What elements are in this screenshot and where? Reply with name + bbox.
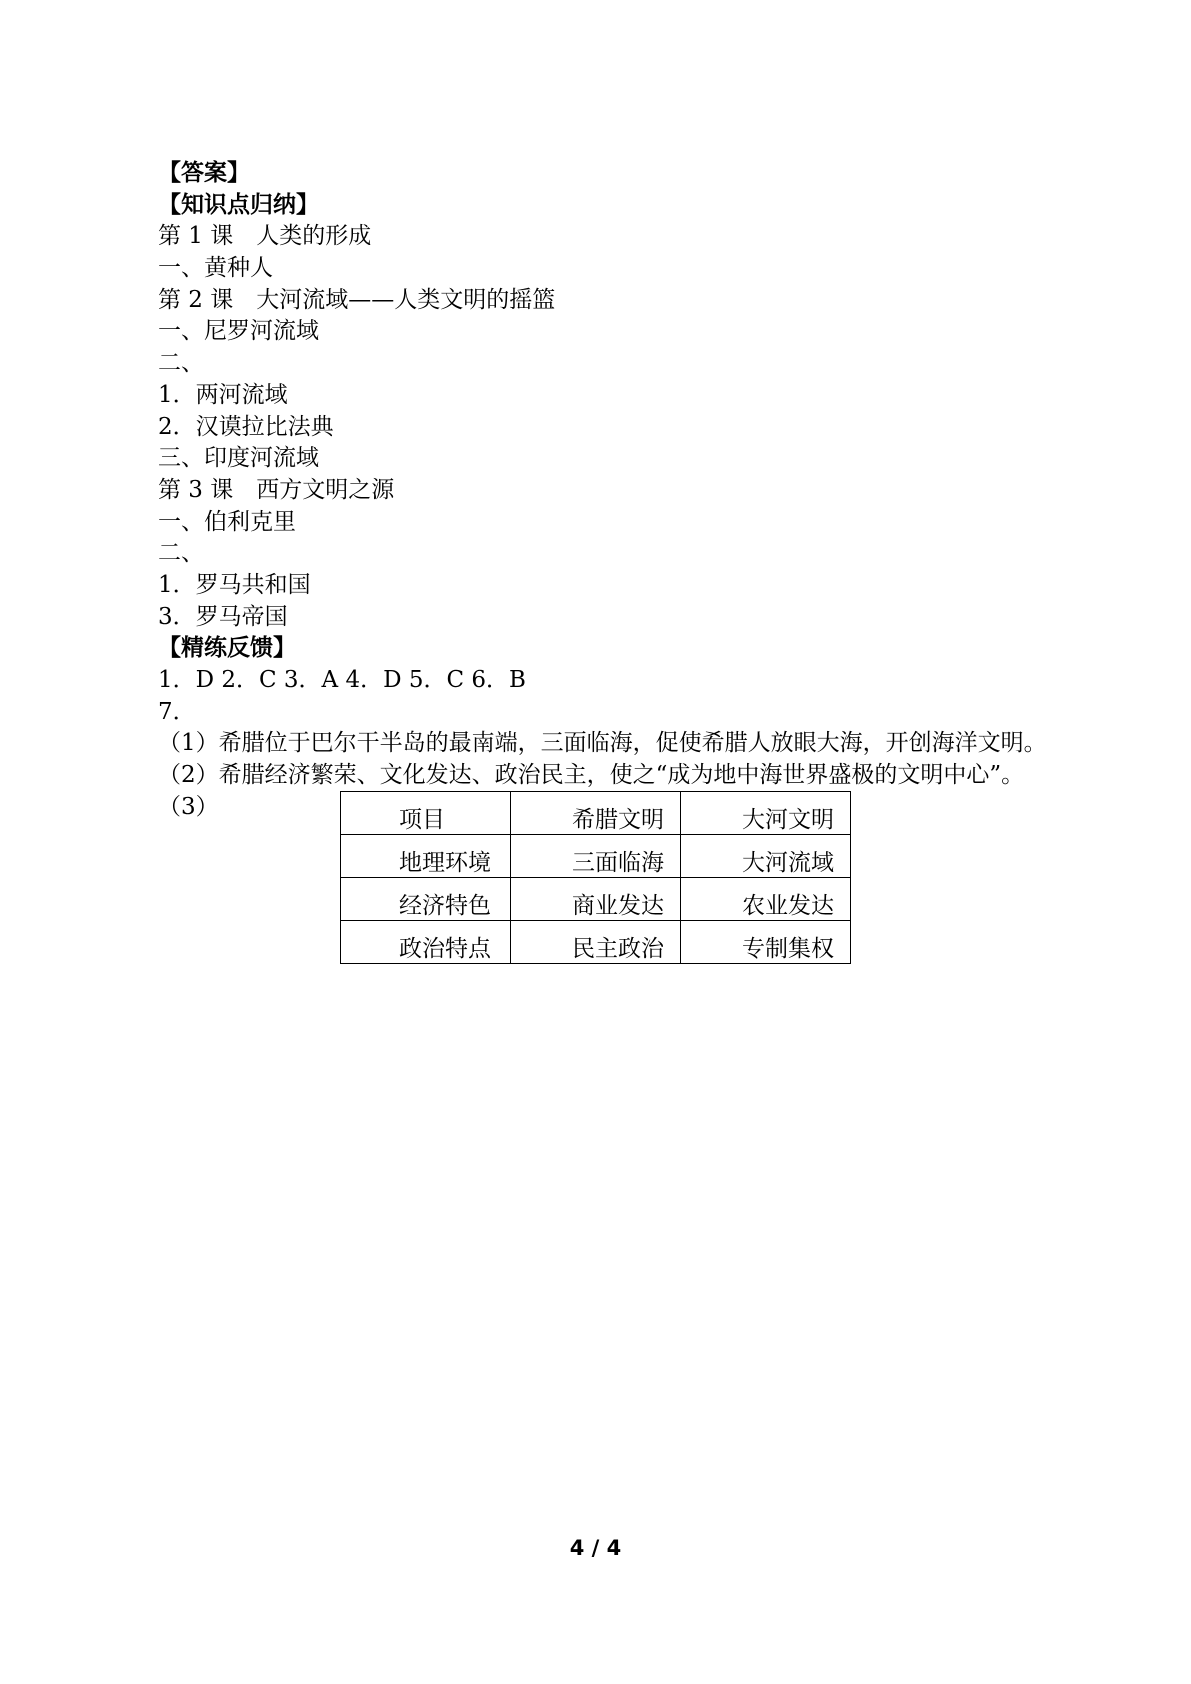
lesson-3-title: 第 3 课 西方文明之源 (158, 476, 395, 503)
list-item: 一、黄种人 (158, 255, 273, 282)
question-7-part-3-label: （3） (158, 793, 219, 820)
lesson-2-title: 第 2 课 大河流域——人类文明的摇篮 (158, 286, 556, 313)
answer-document (158, 158, 1118, 962)
list-item: 一、尼罗河流域 (158, 318, 319, 345)
list-item: 三、印度河流域 (158, 445, 319, 472)
answer-heading: 【答案】 (158, 160, 250, 186)
table-cell: 三面临海 (511, 834, 681, 877)
table-row (341, 791, 851, 834)
comparison-table (340, 791, 851, 964)
table-cell: 专制集权 (681, 920, 851, 963)
table-cell: 大河文明 (681, 791, 851, 834)
page-number: 4 / 4 (569, 1536, 622, 1560)
question-7-part-1: （1）希腊位于巴尔干半岛的最南端，三面临海，促使希腊人放眼大海，开创海洋文明。 (158, 730, 1047, 757)
table-cell: 经济特色 (341, 877, 511, 920)
question-7-part-3 (158, 792, 1118, 962)
table-cell: 民主政治 (511, 920, 681, 963)
list-item: 3．罗马帝国 (158, 603, 288, 630)
list-item: 1．两河流域 (158, 381, 288, 408)
list-item: 二、 (158, 540, 204, 567)
lesson-1-title: 第 1 课 人类的形成 (158, 223, 372, 250)
table-row (341, 920, 851, 963)
table-cell: 农业发达 (681, 877, 851, 920)
table-cell: 大河流域 (681, 834, 851, 877)
knowledge-summary-heading: 【知识点归纳】 (158, 191, 319, 218)
list-item: 二、 (158, 350, 204, 377)
list-item: 1．罗马共和国 (158, 571, 311, 598)
table-row (341, 877, 851, 920)
table-cell: 政治特点 (341, 920, 511, 963)
table-row (341, 834, 851, 877)
question-7-part-2: （2）希腊经济繁荣、文化发达、政治民主，使之“成为地中海世界盛极的文明中心”。 (158, 762, 1025, 789)
table-cell: 地理环境 (341, 834, 511, 877)
table-cell: 项目 (341, 791, 511, 834)
practice-feedback-heading: 【精练反馈】 (158, 635, 296, 662)
table-cell: 希腊文明 (511, 791, 681, 834)
question-7-label: 7． (158, 698, 196, 725)
list-item: 一、伯利克里 (158, 508, 296, 535)
multiple-choice-answers: 1．D 2．C 3．A 4．D 5．C 6．B (158, 667, 526, 693)
list-item: 2．汉谟拉比法典 (158, 413, 334, 440)
table-cell: 商业发达 (511, 877, 681, 920)
